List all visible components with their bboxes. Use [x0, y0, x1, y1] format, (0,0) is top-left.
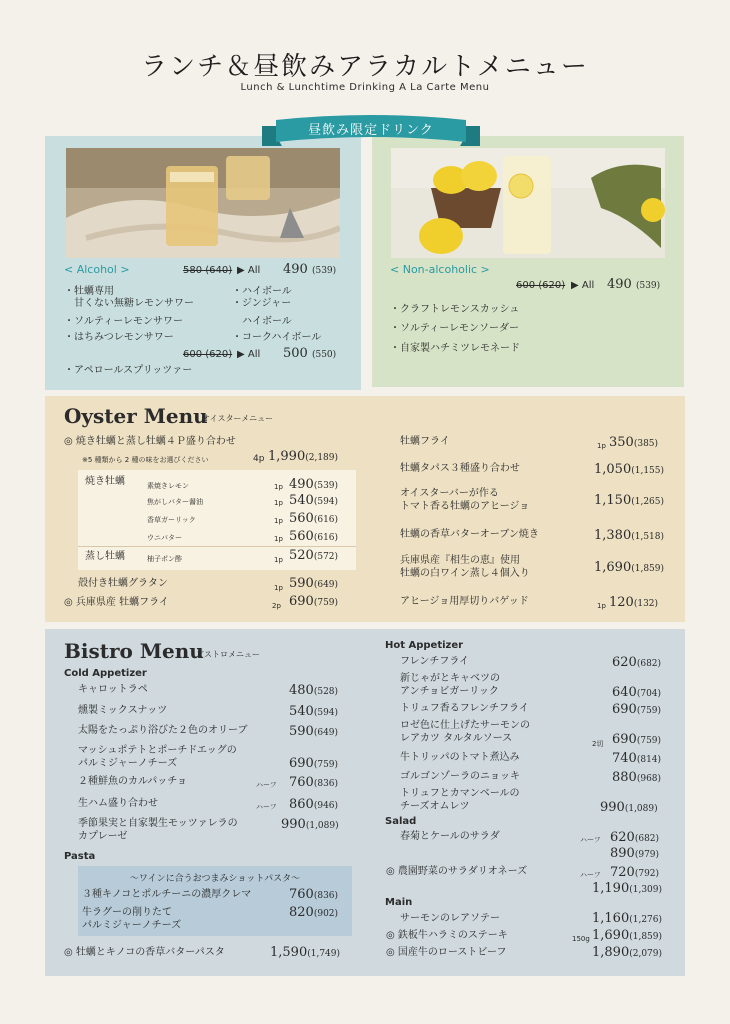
oyster-right-item-line2: トマト香る牡蠣のアヒージョ	[400, 501, 530, 512]
alcohol-item-right: ・ハイボール	[232, 286, 292, 297]
alcohol-item-aperol: ・アペロールスプリッツァー	[64, 365, 193, 376]
grilled-item-name: 素焼きレモン	[147, 482, 189, 490]
hot-item-line2: チーズオムレツ	[400, 801, 470, 812]
grilled-label: 焼き牡蠣	[85, 476, 125, 487]
cold-item: キャロットラペ	[78, 684, 148, 695]
grilled-item-name: ウニバター	[147, 534, 182, 542]
oyster-right-item: オイスターバーが作る	[400, 488, 499, 499]
cold-item: 燻製ミックスナッツ	[78, 705, 168, 716]
oyster-subtitle: オイスターメニュー	[202, 414, 274, 423]
hot-appetizer-label: Hot Appetizer	[385, 640, 464, 651]
lemon-photo	[391, 148, 665, 258]
oyster-right-price: 1,690(1,859)	[594, 560, 665, 575]
alcohol-item-left: 甘くない無糖レモンサワー	[64, 298, 194, 309]
hot-item-price: 740(814)	[612, 751, 662, 766]
gratin-price: 590(649)	[289, 576, 339, 591]
salad-item-price-full: 1,190(1,309)	[592, 881, 663, 896]
cold-item-price: 480(528)	[289, 683, 339, 698]
oyster-right-price: 1,380(1,518)	[594, 528, 665, 543]
bistro-title: Bistro Menu	[64, 639, 204, 663]
grilled-item-price: 490(539)	[289, 477, 339, 492]
oyster-right-item: 牡蠣フライ	[400, 436, 450, 447]
pasta-banner: ～ワインに合うおつまみショットパスタ～	[129, 874, 301, 884]
alcohol-price-2: 500 (550)	[283, 346, 337, 361]
oyster-right-item: アヒージョ用厚切りバゲッド	[400, 596, 529, 607]
oyster-right-item-line2: 牡蠣の白ワイン蒸し４個入り	[400, 568, 530, 579]
hot-item: ゴルゴンゾーラのニョッキ	[400, 771, 520, 782]
pasta-item-price: 820(902)	[289, 905, 339, 920]
oyster-right-price: 350(385)	[609, 435, 659, 450]
pasta-item-price: 760(836)	[289, 887, 339, 902]
bistro-subtitle: ビストロメニュー	[196, 650, 260, 659]
nonalc-arrow: ▶ All	[571, 280, 595, 291]
oyster-title: Oyster Menu	[64, 404, 208, 428]
alcohol-old-price: 580 (640)	[183, 265, 233, 276]
main-item-price: 1,890(2,079)	[592, 945, 663, 960]
grilled-item-qty: 1p	[274, 483, 283, 491]
gratin-name: 殻付き牡蠣グラタン	[78, 578, 168, 589]
main-item: サーモンのレアソテー	[400, 913, 500, 924]
steamed-item-qty: 1p	[274, 556, 283, 564]
alcohol-item-right: ・ジンジャー	[232, 298, 292, 309]
ribbon-text: 昼飲み限定ドリンク	[308, 123, 434, 138]
oyster-right-price: 120(132)	[609, 595, 659, 610]
main-item: ◎ 鉄板牛ハラミのステーキ	[386, 930, 508, 941]
hot-item-price: 620(682)	[612, 655, 662, 670]
hot-item-price: 880(968)	[612, 770, 662, 785]
cold-item: マッシュポテトとポーチドエッグの	[78, 745, 237, 756]
grilled-item-price: 560(616)	[289, 511, 339, 526]
salad-label: Salad	[385, 816, 417, 827]
page-title: ランチ＆昼飲みアラカルトメニュー	[141, 52, 589, 82]
grilled-item-name: 香草ガーリック	[147, 516, 196, 524]
cold-item-price: 540(594)	[289, 704, 339, 719]
pasta-item: ３種キノコとポルチーニの濃厚クレマ	[82, 889, 252, 900]
alcohol-price: 490 (539)	[283, 262, 337, 277]
cold-appetizer-label: Cold Appetizer	[64, 668, 147, 679]
oyster-right-qty: 1p	[597, 602, 606, 610]
cold-item: 太陽をたっぷり浴びた２色のオリーブ	[78, 725, 248, 736]
oyster-right-price: 1,050(1,155)	[594, 462, 665, 477]
oyster-combo-note: ※5 種類から 2 種の味をお選びください	[82, 456, 209, 464]
hot-item: フレンチフライ	[400, 656, 470, 667]
hot-item-price: 990(1,089)	[600, 800, 658, 815]
hot-item: 牛トリッパのトマト煮込み	[400, 752, 520, 763]
alcohol-item-right: ・コークハイボール	[232, 332, 322, 343]
cold-item: ２種鮮魚のカルパッチョ	[78, 776, 187, 787]
cold-item-price: 860(946)	[289, 797, 339, 812]
salad-item-price: 620(682)	[610, 830, 660, 845]
oyster-combo-qty: 4p	[253, 454, 265, 464]
fry-price: 690(759)	[289, 594, 339, 609]
cold-item-qty: ハーフ	[256, 781, 277, 789]
fry-qty: 2p	[272, 602, 281, 610]
cold-item-line2: パルミジャーノチーズ	[78, 758, 178, 769]
highball-photo	[66, 148, 340, 258]
cold-item-price: 590(649)	[289, 724, 339, 739]
hot-item-qty: 2切	[592, 740, 604, 748]
alcohol-arrow-2: ▶ All	[237, 349, 261, 360]
salad-item-qty: ハーフ	[580, 871, 601, 879]
salad-item: 春菊とケールのサラダ	[400, 831, 500, 842]
oyster-right-item: 兵庫県産『相生の恵』使用	[400, 555, 520, 566]
pasta-item: 牛ラグーの削りたて	[82, 907, 172, 918]
cold-item: 季節果実と自家製生モッツァレラの	[78, 818, 238, 829]
alcohol-item-left: ・牡蠣専用	[64, 286, 114, 297]
hot-item: ロゼ色に仕上げたサーモンの	[400, 720, 530, 731]
grilled-item-name: 焦がしバター醤油	[147, 498, 203, 506]
salad-item: ◎ 農園野菜のサラダリオネーズ	[386, 866, 528, 877]
pasta-main-name: ◎ 牡蠣とキノコの香草バターパスタ	[64, 947, 225, 958]
oyster-right-price: 1,150(1,265)	[594, 493, 665, 508]
main-label: Main	[385, 897, 413, 908]
oyster-right-item: 牡蠣タパス３種盛り合わせ	[400, 463, 520, 474]
nonalc-old-price: 600 (620)	[516, 280, 566, 291]
nonalc-item: ・クラフトレモンスカッシュ	[390, 304, 520, 315]
hot-item: トリュフとカマンベールの	[400, 788, 520, 799]
steamed-item-price: 520(572)	[289, 548, 339, 563]
main-item: ◎ 国産牛のローストビーフ	[386, 947, 507, 958]
gratin-qty: 1p	[274, 584, 283, 592]
oyster-box-divider	[78, 546, 356, 547]
hot-item-line2: レアカツ タルタルソース	[400, 733, 513, 744]
alcohol-arrow: ▶ All	[237, 265, 261, 276]
steamed-label: 蒸し牡蠣	[85, 551, 125, 562]
oyster-right-qty: 1p	[597, 442, 606, 450]
hot-item-price: 690(759)	[612, 702, 662, 717]
main-item-price: 1,690(1,859)	[592, 928, 663, 943]
grilled-item-qty: 1p	[274, 517, 283, 525]
pasta-item-line2: パルミジャーノチーズ	[82, 920, 182, 931]
cold-item-qty: ハーフ	[256, 803, 277, 811]
pasta-label: Pasta	[64, 851, 96, 862]
alcohol-old-price-2: 600 (620)	[183, 349, 233, 360]
nonalc-price: 490 (539)	[607, 277, 661, 292]
main-item-qty: 150g	[572, 935, 590, 943]
oyster-right-item: 牡蠣の香草バターオーブン焼き	[400, 529, 539, 540]
oyster-combo-price: 1,990(2,189)	[268, 449, 339, 464]
nonalc-label: < Non-alcoholic >	[390, 263, 490, 276]
hot-item-price: 690(759)	[612, 732, 662, 747]
salad-item-price-full: 890(979)	[610, 846, 660, 861]
steamed-item-name: 柚子ポン酢	[147, 555, 182, 563]
cold-item-price: 990(1,089)	[281, 817, 339, 832]
alcohol-item-left: ・はちみつレモンサワー	[64, 332, 174, 343]
cold-item-price: 760(836)	[289, 775, 339, 790]
alcohol-item-left: ・ソルティーレモンサワー	[64, 316, 183, 327]
cold-item-line2: カプレーゼ	[78, 831, 128, 842]
cold-item-price: 690(759)	[289, 756, 339, 771]
grilled-item-price: 560(616)	[289, 529, 339, 544]
oyster-combo: ◎ 焼き牡蠣と蒸し牡蠣４Ｐ盛り合わせ	[64, 436, 236, 447]
grilled-item-qty: 1p	[274, 499, 283, 507]
hot-item: 新じゃがとキャベツの	[400, 673, 500, 684]
fry-name: ◎ 兵庫県産 牡蠣フライ	[64, 597, 169, 608]
salad-item-qty: ハーフ	[580, 836, 601, 844]
grilled-item-price: 540(594)	[289, 493, 339, 508]
main-item-price: 1,160(1,276)	[592, 911, 663, 926]
pasta-main-price: 1,590(1,749)	[270, 945, 341, 960]
salad-item-price: 720(792)	[610, 865, 660, 880]
cold-item: 生ハム盛り合わせ	[78, 798, 158, 809]
hot-item: トリュフ香るフレンチフライ	[400, 703, 529, 714]
alcohol-item-right: ハイボール	[232, 316, 292, 327]
nonalc-item: ・自家製ハチミツレモネード	[390, 343, 520, 354]
page-subtitle: Lunch & Lunchtime Drinking A La Carte Menu	[240, 82, 490, 93]
alcohol-label: < Alcohol >	[64, 263, 130, 276]
hot-item-line2: アンチョビガーリック	[400, 686, 499, 697]
hot-item-price: 640(704)	[612, 685, 662, 700]
grilled-item-qty: 1p	[274, 535, 283, 543]
nonalc-item: ・ソルティーレモンソーダー	[390, 323, 519, 334]
